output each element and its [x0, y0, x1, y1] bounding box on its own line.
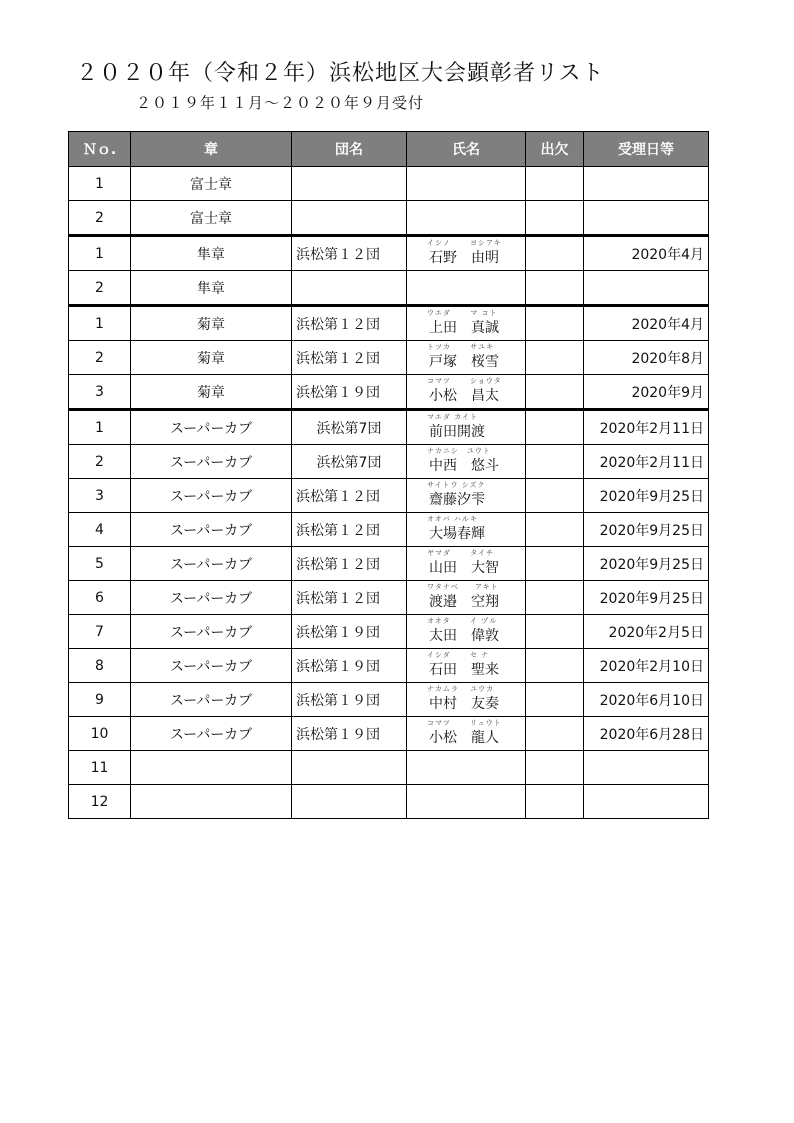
- cell-name: [407, 306, 526, 341]
- cell-team: [292, 167, 407, 201]
- cell-badge: スーパーカブ: [131, 410, 292, 445]
- name-kanji: 上田 真誠: [429, 320, 499, 336]
- table-row: [69, 615, 709, 649]
- cell-badge: スーパーカブ: [131, 683, 292, 717]
- cell-name: [407, 581, 526, 615]
- name-kanji: 渡邉 空翔: [429, 594, 499, 610]
- cell-date: [584, 271, 709, 306]
- cell-team: 浜松第7団: [292, 445, 407, 479]
- cell-no: 4: [69, 513, 131, 547]
- cell-no: 5: [69, 547, 131, 581]
- cell-no: 11: [69, 751, 131, 785]
- table-row: [69, 547, 709, 581]
- cell-no: 2: [69, 341, 131, 375]
- name-kanji: 石野 由明: [429, 250, 499, 266]
- table-row: [69, 306, 709, 341]
- table-row: [69, 751, 709, 785]
- table-row: [69, 341, 709, 375]
- cell-no: 12: [69, 785, 131, 819]
- cell-date: [584, 785, 709, 819]
- cell-badge: 菊章: [131, 341, 292, 375]
- name-furigana: オオタ イ ヅル: [427, 617, 498, 625]
- cell-team: 浜松第１９団: [292, 375, 407, 410]
- cell-badge: スーパーカブ: [131, 649, 292, 683]
- cell-team: 浜松第１２団: [292, 306, 407, 341]
- name-furigana: コマツ リュウト: [427, 719, 502, 727]
- table-row: [69, 785, 709, 819]
- cell-name: [407, 547, 526, 581]
- cell-no: 6: [69, 581, 131, 615]
- cell-date: 2020年9月25日: [584, 479, 709, 513]
- cell-badge: 隼章: [131, 271, 292, 306]
- cell-team: 浜松第１９団: [292, 615, 407, 649]
- cell-name: [407, 615, 526, 649]
- cell-badge: スーパーカブ: [131, 547, 292, 581]
- cell-date: 2020年6月10日: [584, 683, 709, 717]
- cell-attendance: [526, 479, 584, 513]
- table-row: [69, 236, 709, 271]
- cell-date: 2020年9月25日: [584, 581, 709, 615]
- cell-badge: 菊章: [131, 375, 292, 410]
- name-kanji: 中村 友奏: [429, 696, 499, 712]
- name-furigana: ウエダ マ コト: [427, 309, 498, 317]
- cell-name: [407, 445, 526, 479]
- cell-team: 浜松第１２団: [292, 547, 407, 581]
- cell-badge: 菊章: [131, 306, 292, 341]
- header-date: 受理日等: [584, 132, 709, 167]
- cell-name: [407, 717, 526, 751]
- cell-date: [584, 201, 709, 236]
- cell-attendance: [526, 410, 584, 445]
- cell-team: 浜松第１９団: [292, 717, 407, 751]
- cell-attendance: [526, 649, 584, 683]
- cell-date: 2020年2月11日: [584, 445, 709, 479]
- cell-name: [407, 513, 526, 547]
- name-kanji: 太田 偉敦: [429, 628, 499, 644]
- name-furigana: コマツ ショウタ: [427, 377, 502, 385]
- name-kanji: 大場春輝: [429, 526, 485, 542]
- cell-name: [407, 201, 526, 236]
- name-furigana: イシノ ヨシアキ: [427, 239, 502, 247]
- cell-badge: 富士章: [131, 167, 292, 201]
- table-row: [69, 513, 709, 547]
- cell-date: 2020年6月28日: [584, 717, 709, 751]
- cell-team: [292, 271, 407, 306]
- cell-badge: スーパーカブ: [131, 479, 292, 513]
- cell-no: 3: [69, 479, 131, 513]
- cell-team: 浜松第7団: [292, 410, 407, 445]
- table-row: [69, 581, 709, 615]
- name-furigana: トツカ サユキ: [427, 343, 494, 351]
- table-header-row: [69, 132, 709, 167]
- cell-date: 2020年4月: [584, 306, 709, 341]
- cell-attendance: [526, 785, 584, 819]
- award-list-table: [68, 131, 709, 819]
- cell-badge: 隼章: [131, 236, 292, 271]
- name-kanji: 小松 昌太: [429, 388, 499, 404]
- name-furigana: ナカムラ ユウカ: [427, 685, 495, 693]
- header-name: 氏名: [407, 132, 526, 167]
- cell-date: [584, 167, 709, 201]
- cell-attendance: [526, 513, 584, 547]
- cell-attendance: [526, 445, 584, 479]
- cell-no: 1: [69, 410, 131, 445]
- page-subtitle: ２０１９年１１月～２０２０年９月受付: [136, 94, 425, 112]
- cell-name: [407, 683, 526, 717]
- cell-badge: 富士章: [131, 201, 292, 236]
- name-kanji: 中西 悠斗: [429, 458, 499, 474]
- table-row: [69, 717, 709, 751]
- cell-attendance: [526, 201, 584, 236]
- cell-team: 浜松第１９団: [292, 649, 407, 683]
- cell-name: [407, 785, 526, 819]
- name-furigana: ヤマダ タイチ: [427, 549, 495, 557]
- table-row: [69, 683, 709, 717]
- table-row: [69, 445, 709, 479]
- cell-badge: スーパーカブ: [131, 445, 292, 479]
- cell-team: [292, 201, 407, 236]
- cell-date: 2020年9月25日: [584, 547, 709, 581]
- table-row: [69, 649, 709, 683]
- cell-attendance: [526, 751, 584, 785]
- cell-name: [407, 167, 526, 201]
- cell-badge: [131, 751, 292, 785]
- table-row: [69, 410, 709, 445]
- header-badge: 章: [131, 132, 292, 167]
- cell-badge: スーパーカブ: [131, 513, 292, 547]
- cell-no: 7: [69, 615, 131, 649]
- cell-name: [407, 375, 526, 410]
- cell-team: 浜松第１２団: [292, 236, 407, 271]
- cell-attendance: [526, 615, 584, 649]
- cell-team: 浜松第１２団: [292, 581, 407, 615]
- name-kanji: 山田 大智: [429, 560, 499, 576]
- cell-no: 1: [69, 167, 131, 201]
- name-furigana: ナカニシ ユウト: [427, 447, 491, 455]
- cell-attendance: [526, 341, 584, 375]
- cell-badge: [131, 785, 292, 819]
- cell-attendance: [526, 167, 584, 201]
- name-kanji: 前田開渡: [429, 424, 485, 440]
- cell-attendance: [526, 236, 584, 271]
- cell-badge: スーパーカブ: [131, 717, 292, 751]
- name-furigana: サイトウ シズク: [427, 481, 486, 489]
- cell-attendance: [526, 547, 584, 581]
- cell-date: 2020年2月10日: [584, 649, 709, 683]
- cell-date: 2020年9月25日: [584, 513, 709, 547]
- cell-date: 2020年2月5日: [584, 615, 709, 649]
- cell-attendance: [526, 271, 584, 306]
- cell-name: [407, 236, 526, 271]
- table-row: [69, 167, 709, 201]
- cell-no: 8: [69, 649, 131, 683]
- cell-attendance: [526, 306, 584, 341]
- cell-date: 2020年4月: [584, 236, 709, 271]
- cell-no: 2: [69, 201, 131, 236]
- page-title: ２０２０年（令和２年）浜松地区大会顕彰者リスト: [76, 61, 605, 86]
- table-row: [69, 201, 709, 236]
- name-kanji: 小松 龍人: [429, 730, 499, 746]
- cell-team: [292, 785, 407, 819]
- cell-name: [407, 271, 526, 306]
- cell-no: 10: [69, 717, 131, 751]
- header-team: 団名: [292, 132, 407, 167]
- cell-no: 1: [69, 236, 131, 271]
- table-row: [69, 479, 709, 513]
- cell-team: [292, 751, 407, 785]
- cell-no: 2: [69, 445, 131, 479]
- name-kanji: 戸塚 桜雪: [429, 354, 499, 370]
- header-no: Ｎｏ.: [69, 132, 131, 167]
- cell-name: [407, 479, 526, 513]
- name-kanji: 齋藤汐雫: [429, 492, 485, 508]
- cell-date: 2020年8月: [584, 341, 709, 375]
- cell-attendance: [526, 375, 584, 410]
- cell-no: 1: [69, 306, 131, 341]
- cell-name: [407, 751, 526, 785]
- cell-date: 2020年2月11日: [584, 410, 709, 445]
- cell-no: 3: [69, 375, 131, 410]
- cell-team: 浜松第１２団: [292, 479, 407, 513]
- name-furigana: ワタナベ アキト: [427, 583, 499, 591]
- name-furigana: オオバ ハルキ: [427, 515, 478, 523]
- cell-no: 2: [69, 271, 131, 306]
- cell-badge: スーパーカブ: [131, 615, 292, 649]
- cell-attendance: [526, 683, 584, 717]
- header-attendance: 出欠: [526, 132, 584, 167]
- cell-name: [407, 649, 526, 683]
- cell-name: [407, 341, 526, 375]
- cell-attendance: [526, 717, 584, 751]
- name-furigana: マエダ カイト: [427, 413, 479, 421]
- cell-team: 浜松第１９団: [292, 683, 407, 717]
- table-row: [69, 375, 709, 410]
- cell-team: 浜松第１２団: [292, 341, 407, 375]
- cell-attendance: [526, 581, 584, 615]
- name-kanji: 石田 聖来: [429, 662, 499, 678]
- cell-badge: スーパーカブ: [131, 581, 292, 615]
- cell-team: 浜松第１２団: [292, 513, 407, 547]
- name-furigana: イシダ セ ナ: [427, 651, 490, 659]
- table-row: [69, 271, 709, 306]
- cell-no: 9: [69, 683, 131, 717]
- cell-name: [407, 410, 526, 445]
- cell-date: 2020年9月: [584, 375, 709, 410]
- cell-date: [584, 751, 709, 785]
